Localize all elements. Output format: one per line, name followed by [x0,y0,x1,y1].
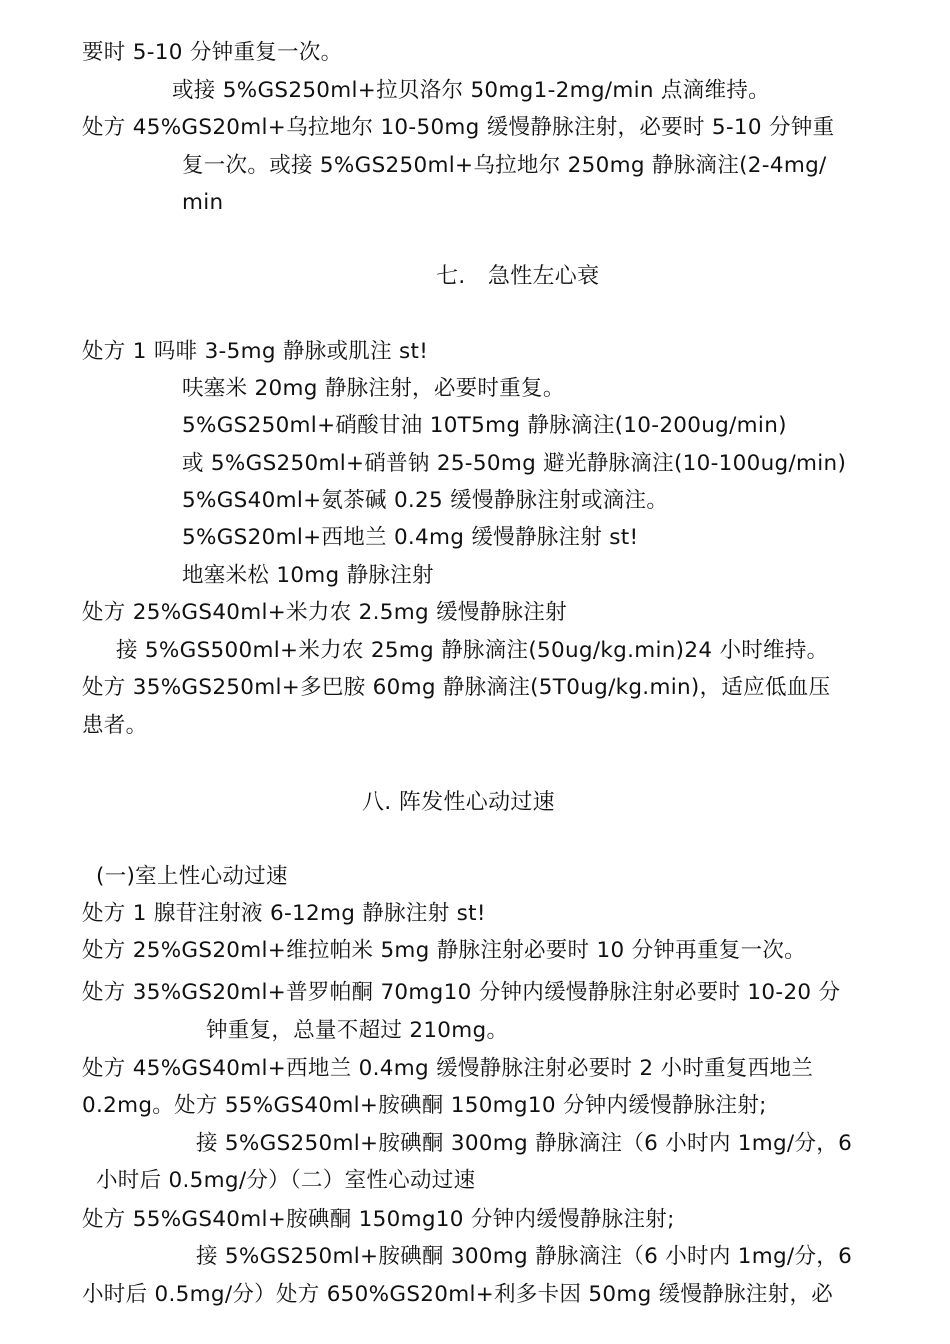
text-line: 5%GS40ml+氨茶碱 0.25 缓慢静脉注射或滴注。 [182,488,669,513]
section-heading: 七. 急性左心衰 [436,264,600,289]
subsection-heading: (一)室上性心动过速 [96,864,288,889]
text-line: 接 5%GS250ml+胺碘酮 300mg 静脉滴注（6 小时内 1mg/分，6 [196,1244,853,1269]
text-line: 要时 5-10 分钟重复一次。 [82,40,343,65]
text-line: 小时后 0.5mg/分）（二）室性心动过速 [96,1168,476,1193]
section-heading: 八. 阵发性心动过速 [362,790,555,815]
text-line: 5%GS250ml+硝酸甘油 10T5mg 静脉滴注(10-200ug/min) [182,413,787,438]
text-line: 处方 45%GS20ml+乌拉地尔 10-50mg 缓慢静脉注射，必要时 5-10 分钟重 [82,115,835,140]
text-line: 处方 1 吗啡 3-5mg 静脉或肌注 st! [82,339,429,364]
text-line: 患者。 [82,713,148,738]
text-line: 处方 25%GS20ml+维拉帕米 5mg 静脉注射必要时 10 分钟再重复一次。 [82,938,806,963]
text-line: 接 5%GS250ml+胺碘酮 300mg 静脉滴注（6 小时内 1mg/分，6 [196,1131,853,1156]
text-line: 处方 1 腺苷注射液 6-12mg 静脉注射 st! [82,901,486,926]
text-line: 钟重复，总量不超过 210mg。 [206,1018,509,1043]
text-line: 处方 45%GS40ml+西地兰 0.4mg 缓慢静脉注射必要时 2 小时重复西地兰 [82,1056,814,1081]
text-line: 或接 5%GS250ml+拉贝洛尔 50mg1-2mg/min 点滴维持。 [172,78,770,103]
text-line: 5%GS20ml+西地兰 0.4mg 缓慢静脉注射 st! [182,525,639,550]
text-line: 处方 35%GS20ml+普罗帕酮 70mg10 分钟内缓慢静脉注射必要时 10-20 分 [82,980,841,1005]
text-line: 地塞米松 10mg 静脉注射 [182,563,434,588]
text-line: min [182,190,224,215]
text-line: 处方 55%GS40ml+胺碘酮 150mg10 分钟内缓慢静脉注射; [82,1207,675,1232]
text-line: 处方 35%GS250ml+多巴胺 60mg 静脉滴注(5T0ug/kg.min)，适应低血压 [82,675,831,700]
text-line: 小时后 0.5mg/分）处方 650%GS20ml+利多卡因 50mg 缓慢静脉注射，必 [82,1282,834,1307]
text-line: 接 5%GS500ml+米力农 25mg 静脉滴注(50ug/kg.min)24 小时维持。 [116,638,829,663]
text-line: 复一次。或接 5%GS250ml+乌拉地尔 250mg 静脉滴注(2-4mg/ [182,153,827,178]
text-line: 处方 25%GS40ml+米力农 2.5mg 缓慢静脉注射 [82,600,567,625]
text-line: 呋塞米 20mg 静脉注射，必要时重复。 [182,376,565,401]
text-line: 0.2mg。处方 55%GS40ml+胺碘酮 150mg10 分钟内缓慢静脉注射; [82,1093,767,1118]
text-line: 或 5%GS250ml+硝普钠 25-50mg 避光静脉滴注(10-100ug/min) [182,451,847,476]
